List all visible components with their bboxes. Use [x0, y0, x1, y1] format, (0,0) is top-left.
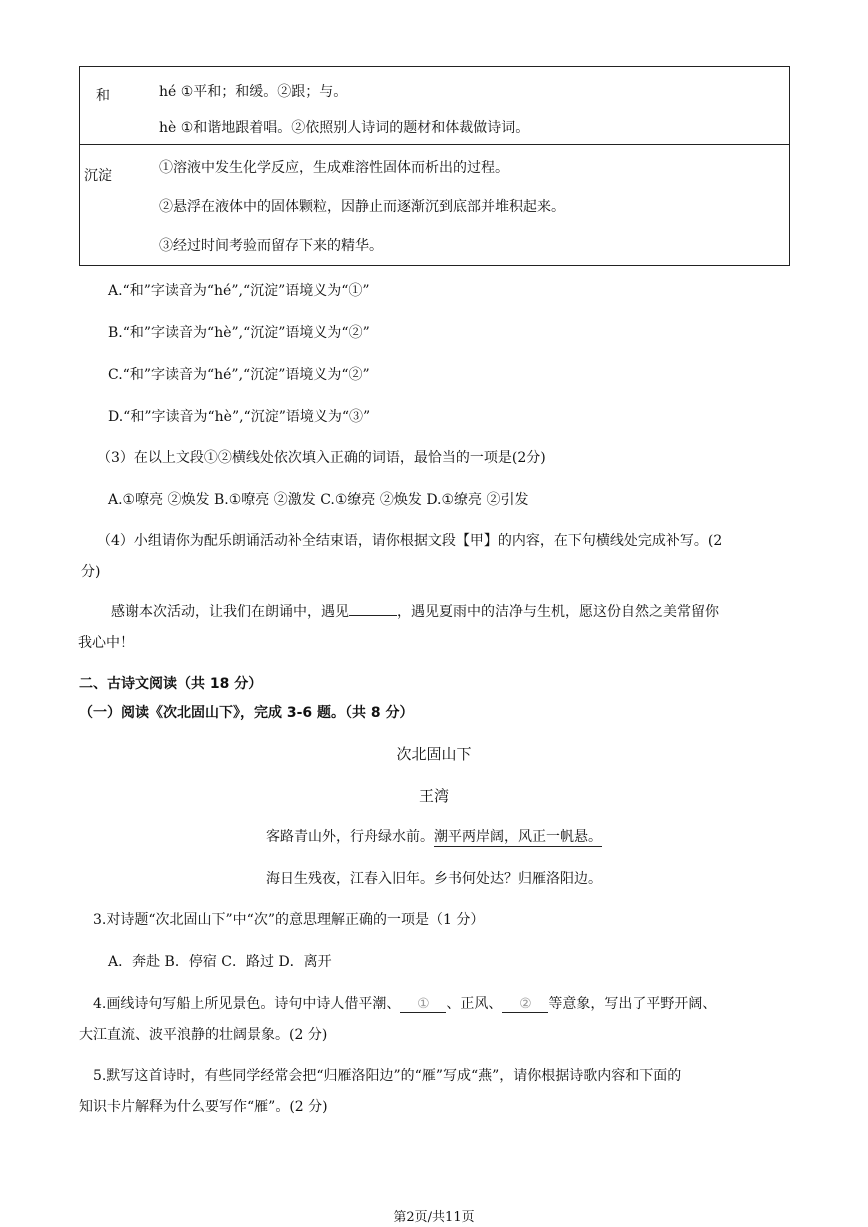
poem-line-2: 海日生残夜，江春入旧年。乡书何处达？归雁洛阳边。 — [266, 871, 602, 887]
table-row — [80, 67, 789, 145]
poem-question-4 — [93, 993, 716, 1013]
answer-text: ，遇见夏雨中的洁净与生机，愿这份自然之美常留你 — [397, 604, 719, 620]
question-3-stem: （3）在以上文段①②横线处依次填入正确的词语，最恰当的一项是(2分) — [97, 450, 546, 466]
poem-line-1 — [0, 826, 868, 846]
subsection-title: （一）阅读《次北固山下》，完成 3-6 题。（共 8 分） — [79, 705, 414, 721]
page-number: 第2页/共11页 — [393, 1210, 475, 1225]
poem-question-3: 3.对诗题“次北固山下”中“次”的意思理解正确的一项是（1 分） — [93, 912, 485, 928]
question-text: 、正风、 — [446, 996, 503, 1012]
option-d: D.“和”字读音为“hè”,“沉淀”语境义为“③” — [108, 409, 371, 425]
blank-2[interactable]: ② — [502, 996, 548, 1013]
answer-blank[interactable] — [349, 603, 397, 616]
section-title: 二、古诗文阅读（共 18 分） — [79, 676, 263, 692]
question-text: 等意象，写出了平野开阔、 — [548, 996, 717, 1012]
table-definition: ②悬浮在液体中的固体颗粒，因静止而逐渐沉到底部并堆积起来。 — [159, 199, 565, 215]
blank-1[interactable]: ① — [400, 996, 446, 1013]
dictionary-table — [79, 66, 790, 266]
poem-text: 客路青山外，行舟绿水前。 — [266, 829, 434, 845]
table-word: 和 — [96, 88, 110, 104]
question-4-stem: （4）小组请你为配乐朗诵活动补全结束语，请你根据文段【甲】的内容，在下句横线处完成补写。(2 — [97, 533, 723, 549]
question-4-stem-cont: 分) — [81, 564, 101, 580]
answer-sentence-cont: 我心中！ — [78, 635, 134, 651]
answer-text: 感谢本次活动，让我们在朗诵中，遇见 — [111, 604, 349, 620]
poem-underlined-text: 潮平两岸阔，风正一帆悬。 — [434, 829, 602, 845]
option-b: B.“和”字读音为“hè”,“沉淀”语境义为“②” — [108, 325, 370, 341]
table-definition: hé ①平和；和缓。②跟；与。 — [159, 84, 348, 100]
option-a: A.“和”字读音为“hé”,“沉淀”语境义为“①” — [108, 283, 370, 299]
poem-question-3-options: A．奔赴 B．停宿 C．路过 D．离开 — [108, 954, 332, 970]
option-c: C.“和”字读音为“hé”,“沉淀”语境义为“②” — [108, 367, 370, 383]
table-word: 沉淀 — [84, 168, 112, 184]
table-definition: ①溶液中发生化学反应，生成难溶性固体而析出的过程。 — [159, 160, 509, 176]
poem-title: 次北固山下 — [396, 745, 472, 763]
table-definition: hè ①和谐地跟着唱。②依照别人诗词的题材和体裁做诗词。 — [159, 120, 530, 136]
table-definition: ③经过时间考验而留存下来的精华。 — [159, 238, 383, 254]
poem-question-5: 5.默写这首诗时，有些同学经常会把“归雁洛阳边”的“雁”写成“燕”，请你根据诗歌内容和下面的 — [93, 1068, 682, 1084]
table-row — [80, 145, 789, 266]
poem-author: 王湾 — [418, 787, 449, 805]
question-3-options: A.①嘹亮 ②焕发 B.①嘹亮 ②激发 C.①缭亮 ②焕发 D.①缭亮 ②引发 — [108, 492, 529, 508]
answer-sentence — [111, 601, 719, 621]
question-text: 4.画线诗句写船上所见景色。诗句中诗人借平潮、 — [93, 996, 401, 1012]
poem-question-4-cont: 大江直流、波平浪静的壮阔景象。(2 分) — [79, 1027, 328, 1043]
poem-question-5-cont: 知识卡片解释为什么要写作“雁”。(2 分) — [79, 1099, 328, 1115]
